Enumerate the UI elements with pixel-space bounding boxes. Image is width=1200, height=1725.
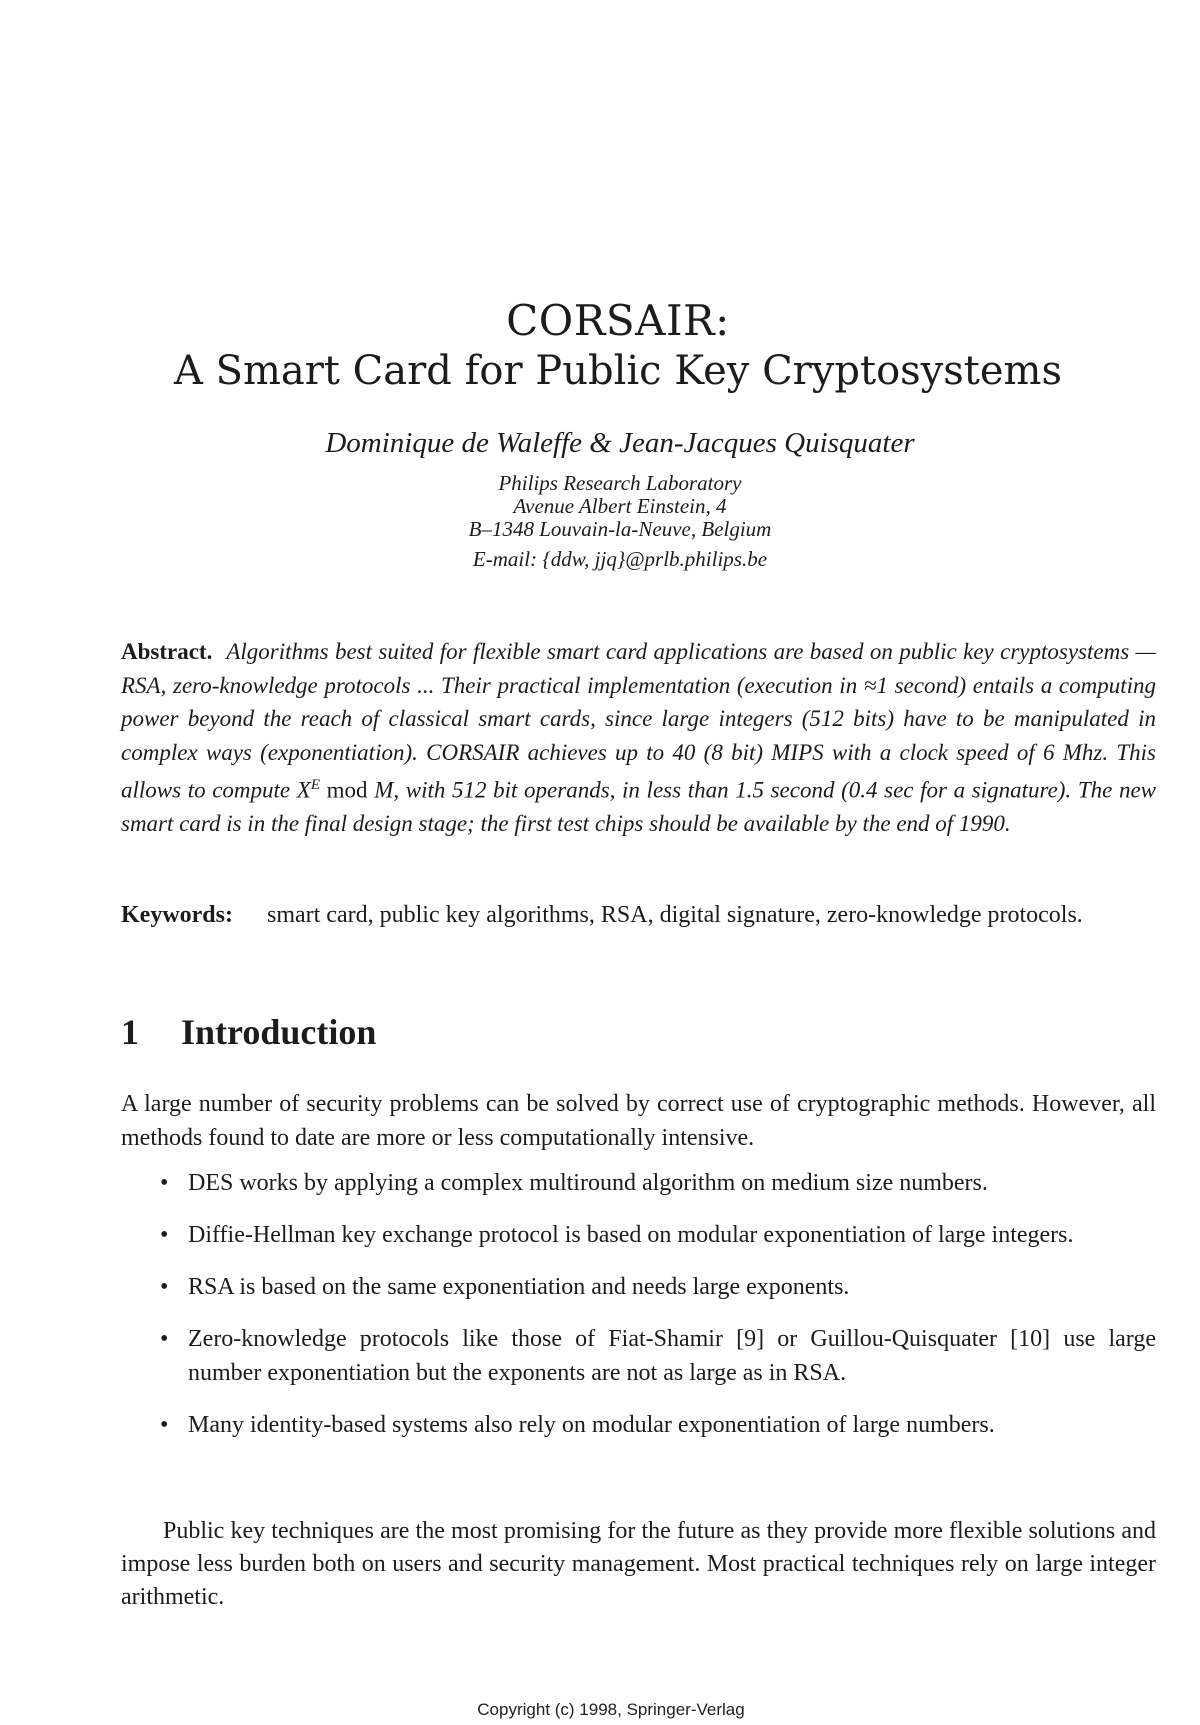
list-item xyxy=(121,1408,1156,1442)
bullet-list xyxy=(121,1166,1156,1460)
list-item xyxy=(121,1270,1156,1304)
math-exponent-e: E xyxy=(310,777,321,793)
list-item xyxy=(121,1322,1156,1390)
list-item xyxy=(121,1218,1156,1252)
bullet-icon: • xyxy=(160,1274,169,1300)
list-item xyxy=(121,1166,1156,1200)
bullet-icon: • xyxy=(160,1222,169,1248)
list-item-text: RSA is based on the same exponentiation and needs large exponents. xyxy=(188,1274,850,1300)
affiliation-org: Philips Research Laboratory xyxy=(498,471,742,495)
abstract-text-part-1: Algorithms best suited for flexible smart card applications are based on public key cryptosystems — RSA, zero-knowledge protocols ... Their practical implementation (execution in ≈1 second) entails a computing power beyond the reach of classical smart cards, since large integers (512 bits) have to be manipulated in complex ways (exponentiation). CORSAIR achieves up to 40 (8 bit) MIPS with a clock speed of 6 Mhz. This allows to compute xyxy=(121,639,1156,803)
section-number: 1 xyxy=(121,1012,139,1052)
bullet-icon: • xyxy=(160,1170,169,1196)
list-item-text: DES works by applying a complex multiround algorithm on medium size numbers. xyxy=(188,1170,988,1196)
bullet-icon: • xyxy=(160,1412,169,1438)
keywords-text: smart card, public key algorithms, RSA, digital signature, zero-knowledge protocols. xyxy=(266,902,1083,928)
abstract xyxy=(121,635,1156,841)
list-item-text: Zero-knowledge protocols like those of Fiat-Shamir [9] or Guillou-Quisquater [10] use large number exponentiation but the exponents are not as large as in RSA. xyxy=(188,1326,1156,1386)
abstract-text-part-2: , with 512 bit operands, in less than 1.5 second (0.4 sec for a signature). The new smart card is in the final design stage; the first test chips should be available by the end of 1990. xyxy=(121,777,1157,837)
affiliation-email: E-mail: {ddw, jjq}@prlb.philips.be xyxy=(472,547,768,571)
section-title: Introduction xyxy=(181,1012,377,1052)
keywords xyxy=(121,900,1156,931)
keywords-label: Keywords: xyxy=(121,902,233,928)
section-heading xyxy=(121,1010,376,1054)
list-item-text: Diffie-Hellman key exchange protocol is based on modular exponentiation of large integers. xyxy=(188,1222,1074,1248)
affiliation-city: B–1348 Louvain-la-Neuve, Belgium xyxy=(468,517,772,541)
math-mod-operator: mod xyxy=(326,777,368,803)
math-variable-x: X xyxy=(296,777,311,803)
closing-paragraph: Public key techniques are the most promising for the future as they provide more flexible solutions and impose less burden both on users and security management. Most practical techniques rely on large integer arithmetic. xyxy=(121,1518,1156,1610)
affiliation-street: Avenue Albert Einstein, 4 xyxy=(513,494,727,518)
author-list: Dominique de Waleffe & Jean-Jacques Quisquater xyxy=(325,427,915,459)
title-line-2: A Smart Card for Public Key Cryptosystems xyxy=(173,348,1063,394)
affiliation-block xyxy=(0,472,1200,571)
bullet-icon: • xyxy=(160,1326,169,1352)
math-variable-m: M xyxy=(374,777,394,803)
list-item-text: Many identity-based systems also rely on modular exponentiation of large numbers. xyxy=(188,1412,995,1438)
copyright-footer: Copyright (c) 1998, Springer-Verlag xyxy=(477,1700,745,1719)
paper-title xyxy=(0,296,1200,396)
title-line-1: CORSAIR: xyxy=(506,296,730,345)
intro-paragraph: A large number of security problems can be solved by correct use of cryptographic methods. However, all methods found to date are more or less computationally intensive. xyxy=(121,1091,1156,1151)
abstract-label: Abstract. xyxy=(121,639,213,664)
